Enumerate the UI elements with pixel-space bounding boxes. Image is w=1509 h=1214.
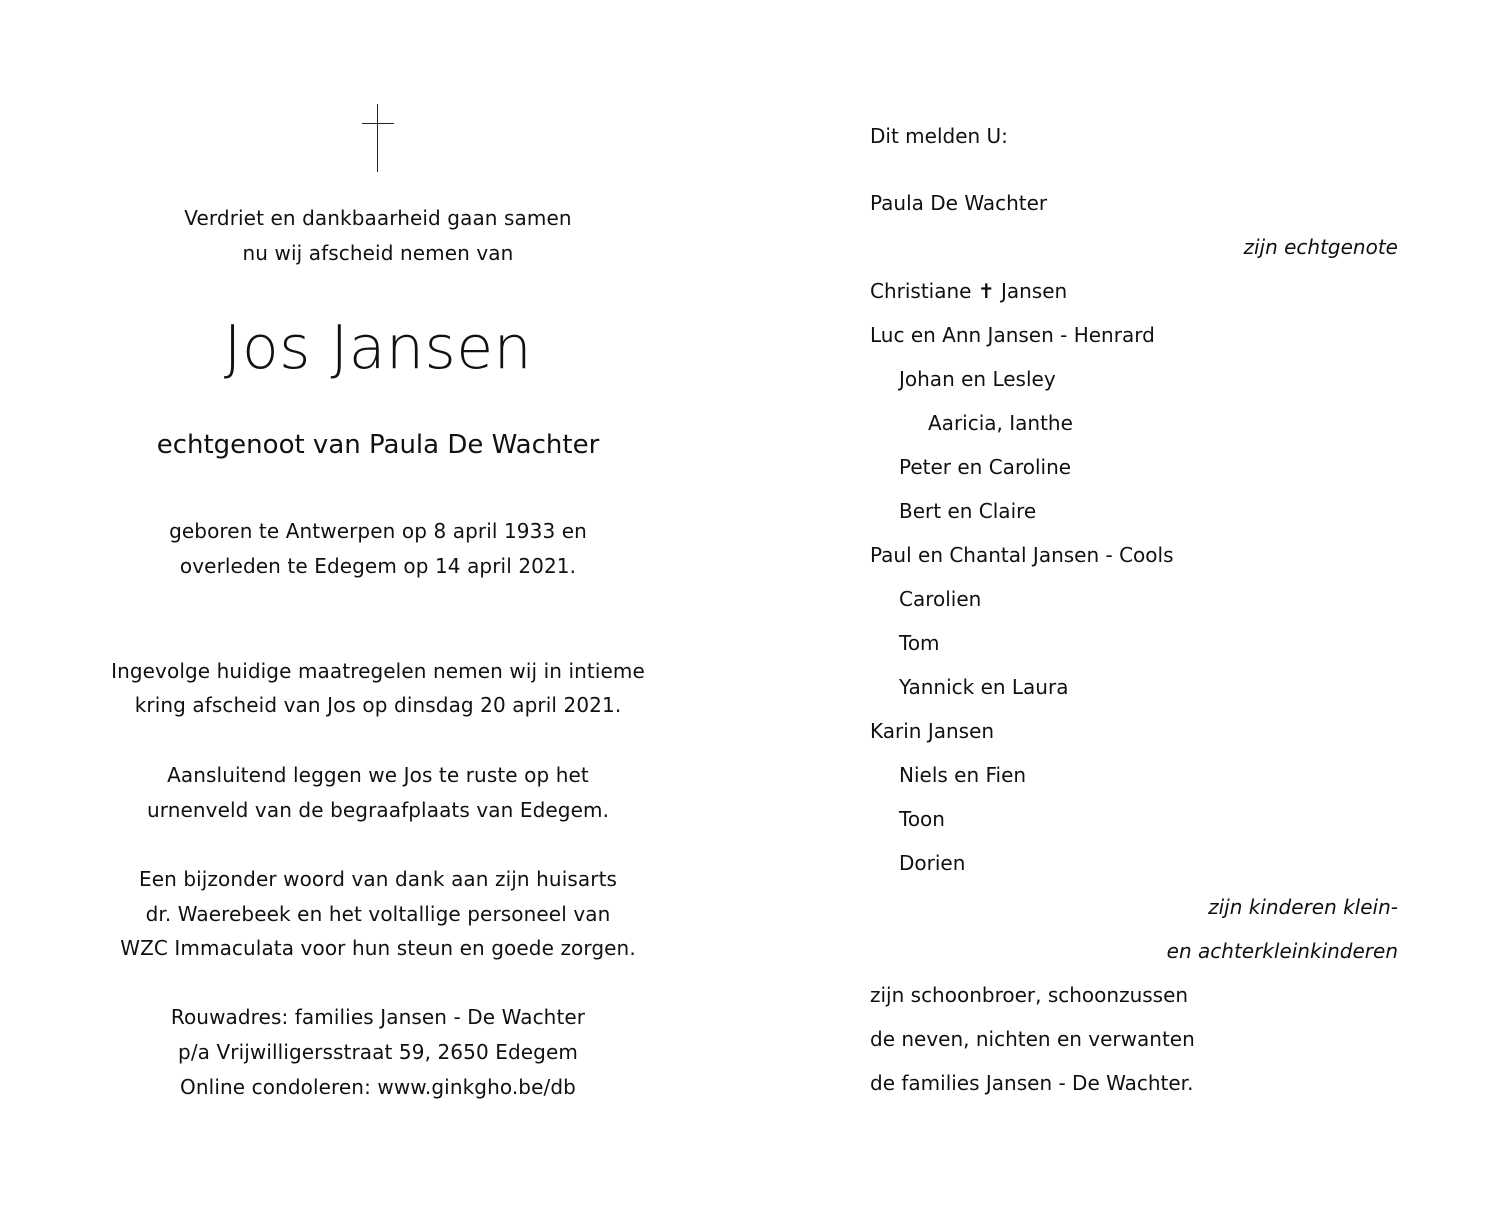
deceased-name: Jos Jansen (223, 313, 533, 383)
family-member: Aaricia, Ianthe (928, 411, 1073, 435)
spouse-name: Paula De Wachter (870, 191, 1048, 215)
family-member: Toon (899, 807, 945, 831)
relatives-line: de families Jansen - De Wachter. (870, 1071, 1194, 1095)
burial-line: Aansluitend leggen we Jos te ruste op het (167, 763, 589, 787)
intro-line: Verdriet en dankbaarheid gaan samen (184, 206, 572, 230)
address-line: Rouwadres: families Jansen - De Wachter (170, 1005, 586, 1029)
family-member: Christiane ✝ Jansen (870, 279, 1068, 303)
family-member: Tom (899, 631, 940, 655)
condolence-line: Online condoleren: www.ginkgho.be/db (180, 1075, 576, 1099)
spouse-role: zijn echtgenote (1243, 235, 1398, 259)
thanks-line: WZC Immaculata voor hun steun en goede zorgen. (120, 936, 636, 960)
birth-line: geboren te Antwerpen op 8 april 1933 en (169, 519, 587, 543)
family-member: Yannick en Laura (899, 675, 1069, 699)
thanks-line: dr. Waerebeek en het voltallige personeel van (145, 902, 611, 926)
relatives-line: de neven, nichten en verwanten (870, 1027, 1195, 1051)
ceremony-line: kring afscheid van Jos op dinsdag 20 april 2021. (134, 693, 622, 717)
announcement-heading: Dit melden U: (870, 124, 1008, 148)
burial-line: urnenveld van de begraafplaats van Edegem. (146, 798, 610, 822)
family-member: Luc en Ann Jansen - Henrard (870, 323, 1155, 347)
family-member: Peter en Caroline (899, 455, 1072, 479)
relatives-line: zijn schoonbroer, schoonzussen (870, 983, 1189, 1007)
family-member: Dorien (899, 851, 966, 875)
family-member: Karin Jansen (870, 719, 995, 743)
address-line: p/a Vrijwilligersstraat 59, 2650 Edegem (178, 1040, 578, 1064)
family-member: Johan en Lesley (899, 367, 1056, 391)
family-member: Bert en Claire (899, 499, 1037, 523)
family-member: Carolien (899, 587, 982, 611)
ceremony-line: Ingevolge huidige maatregelen nemen wij in intieme (111, 659, 645, 683)
family-member: Niels en Fien (899, 763, 1027, 787)
spouse-line: echtgenoot van Paula De Wachter (156, 430, 600, 460)
family-member: Paul en Chantal Jansen - Cools (870, 543, 1174, 567)
thanks-line: Een bijzonder woord van dank aan zijn huisarts (138, 867, 618, 891)
cross-icon (362, 104, 394, 172)
family-role: zijn kinderen klein- (1208, 895, 1398, 919)
death-line: overleden te Edegem op 14 april 2021. (179, 554, 577, 578)
family-role: en achterkleinkinderen (1166, 939, 1398, 963)
intro-line: nu wij afscheid nemen van (242, 241, 514, 265)
